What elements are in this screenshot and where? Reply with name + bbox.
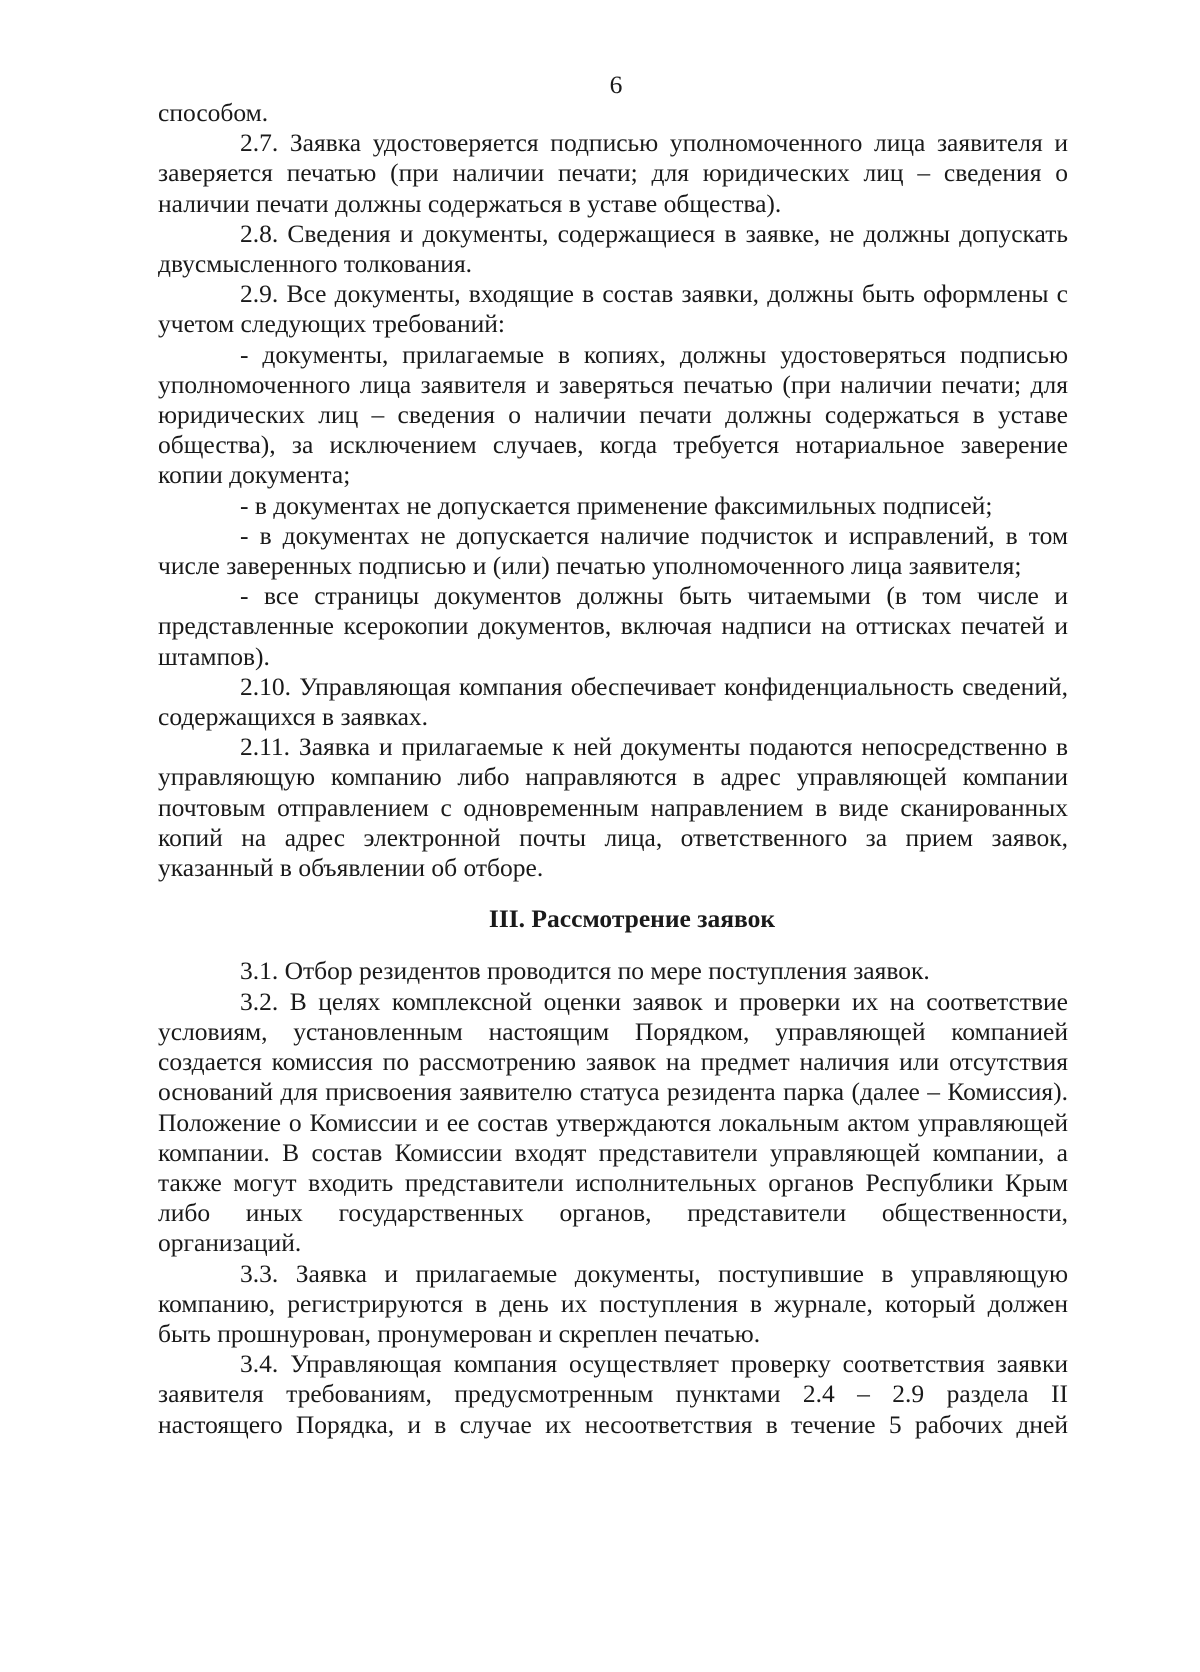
paragraph-3-3: 3.3. Заявка и прилагаемые документы, поступившие в управляющую компанию, регистрируются в день их поступления в журнале, который должен быть прошнурован, пронумерован и скреплен печатью.: [158, 1258, 1068, 1348]
paragraph-2-11: 2.11. Заявка и прилагаемые к ней документы подаются непосредственно в управляющую компанию либо направляются в адрес управляющей компании почтовым отправлением с одновременным направлением в виде сканированных копий на адрес электронной почты лица, ответственного за прием заявок, указанный в объявлении об отборе.: [158, 732, 1068, 883]
paragraph-sposobom: способом.: [158, 98, 269, 127]
paragraph-2-9-d: - все страницы документов должны быть читаемыми (в том числе и представленные ксерокопии документов, включая надписи на оттисках печатей и штампов).: [158, 581, 1068, 671]
paragraph-2-9-a: - документы, прилагаемые в копиях, должны удостоверяться подписью уполномоченного лица заявителя и заверяться печатью (при наличии печати; для юридических лиц – сведения о наличии печати должны содержаться в уставе общества), за исключением случаев, когда требуется нотариальное заверение копии документа;: [158, 339, 1068, 490]
section-heading: III. Рассмотрение заявок: [488, 904, 776, 934]
paragraph-3-2: 3.2. В целях комплексной оценки заявок и проверки их на соответствие условиям, установленным настоящим Порядком, управляющей компанией создается комиссия по рассмотрению заявок на предмет наличия или отсутствия оснований для присвоения заявителю статуса резидента парка (далее – Комиссия). Положение о Комиссии и ее состав утверждаются локальным актом управляющей компании. В состав Комиссии входят представители управляющей компании, а также могут входить представители исполнительных органов Республики Крым либо иных государственных органов, представители общественности, организаций.: [158, 986, 1068, 1258]
page-number: 6: [609, 70, 623, 99]
paragraph-3-1: 3.1. Отбор резидентов проводится по мере поступления заявок.: [240, 956, 930, 986]
paragraph-2-9-b: - в документах не допускается применение факсимильных подписей;: [240, 490, 993, 520]
paragraph-2-10: 2.10. Управляющая компания обеспечивает конфиденциальность сведений, содержащихся в заявках.: [158, 671, 1068, 732]
section-2-continuation: [158, 98, 1068, 883]
paragraph-2-8: 2.8. Сведения и документы, содержащиеся в заявке, не должны допускать двусмысленного толкования.: [158, 218, 1068, 279]
paragraph-2-9: 2.9. Все документы, входящие в состав заявки, должны быть оформлены с учетом следующих требований:: [158, 279, 1068, 339]
document-body: [158, 98, 1068, 1440]
paragraph-3-4: 3.4. Управляющая компания осуществляет проверку соответствия заявки заявителя требованиям, предусмотренным пунктами 2.4 – 2.9 раздела II настоящего Порядка, и в случае их несоответствия в течение 5 рабочих дней: [158, 1349, 1068, 1439]
paragraph-2-7: 2.7. Заявка удостоверяется подписью уполномоченного лица заявителя и заверяется печатью (при наличии печати; для юридических лиц – сведения о наличии печати должны содержаться в уставе общества).: [158, 128, 1068, 218]
section-3-body: [158, 956, 1068, 1439]
paragraph-2-9-c: - в документах не допускается наличие подчисток и исправлений, в том числе заверенных подписью и (или) печатью уполномоченного лица заявителя;: [158, 520, 1068, 581]
